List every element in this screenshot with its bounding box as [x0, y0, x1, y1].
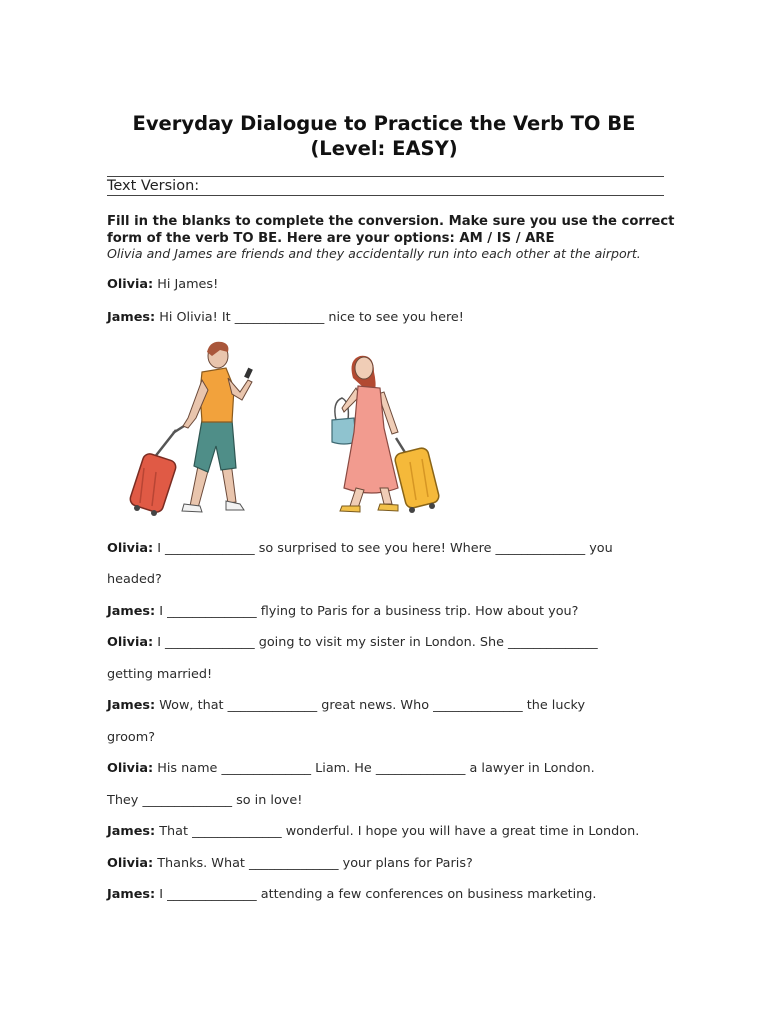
dialogue-line [107, 760, 677, 777]
dialogue-text: Wow, that ______________ great news. Who ______________ the lucky [159, 698, 586, 713]
dialogue-line [107, 634, 677, 651]
dialogue-line [107, 855, 677, 872]
speaker-name: James: [107, 310, 156, 325]
dialogue-line [107, 697, 677, 714]
dialogue-line [107, 886, 677, 903]
intro-text: Olivia and James are friends and they accidentally run into each other at the airport. [107, 246, 641, 261]
woman-with-suitcase-illustration [332, 356, 440, 513]
dialogue-text: headed? [107, 572, 162, 587]
page-title [0, 111, 768, 161]
speaker-name: Olivia: [107, 635, 154, 650]
dialogue-text: I ______________ going to visit my sister in London. She ______________ [157, 635, 598, 650]
dialogue-line [107, 823, 677, 840]
dialogue-text: Thanks. What ______________ your plans for Paris? [157, 856, 473, 871]
dialogue-text: I ______________ so surprised to see you here! Where ______________ you [157, 541, 613, 556]
speaker-name: James: [107, 604, 156, 619]
dialogue-line [107, 540, 677, 557]
dialogue-line [107, 309, 677, 326]
speaker-name: James: [107, 698, 156, 713]
title-line-1: Everyday Dialogue to Practice the Verb TO BE [132, 112, 636, 135]
dialogue-line [107, 666, 677, 683]
dialogue-line [107, 571, 677, 588]
dialogue-text: Hi James! [157, 277, 219, 292]
dialogue-text: I ______________ attending a few conferences on business marketing. [159, 887, 597, 902]
speaker-name: James: [107, 887, 156, 902]
dialogue-text: I ______________ flying to Paris for a business trip. How about you? [159, 604, 579, 619]
man-with-suitcase-illustration [128, 342, 252, 516]
dialogue-text: getting married! [107, 667, 213, 682]
dialogue-text: That ______________ wonderful. I hope you will have a great time in London. [159, 824, 640, 839]
dialogue-text: groom? [107, 730, 156, 745]
speaker-name: Olivia: [107, 277, 154, 292]
dialogue-line [107, 792, 677, 809]
dialogue-text: Hi Olivia! It ______________ nice to see you here! [159, 310, 464, 325]
section-heading [107, 176, 664, 196]
speaker-name: Olivia: [107, 761, 154, 776]
dialogue-line [107, 603, 677, 620]
dialogue-text: They ______________ so in love! [107, 793, 303, 808]
dialogue-line [107, 276, 677, 293]
instructions-line-2: form of the verb TO BE. Here are your options: AM / IS / ARE [107, 231, 555, 246]
dialogue-text: His name ______________ Liam. He ______________ a lawyer in London. [157, 761, 595, 776]
section-heading-label: Text Version: [107, 178, 200, 194]
travelers-illustration [128, 338, 448, 520]
instructions-line-1: Fill in the blanks to complete the conversion. Make sure you use the correct [107, 214, 675, 229]
speaker-name: James: [107, 824, 156, 839]
speaker-name: Olivia: [107, 541, 154, 556]
speaker-name: Olivia: [107, 856, 154, 871]
title-line-2: (Level: EASY) [310, 137, 458, 160]
dialogue-line [107, 729, 677, 746]
